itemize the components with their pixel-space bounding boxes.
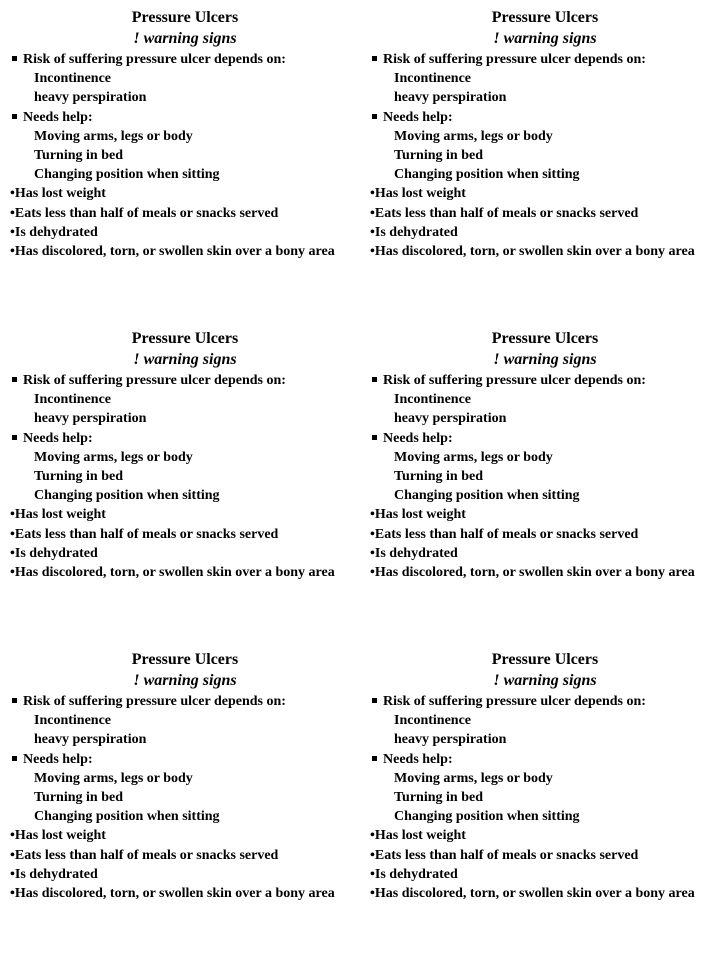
help-item: Moving arms, legs or body (34, 770, 193, 786)
bullet-text: Eats less than half of meals or snacks served (374, 526, 639, 542)
risk-item: heavy perspiration (394, 90, 507, 106)
bullet-item (370, 826, 720, 845)
help-heading-line (370, 108, 720, 127)
bullet-item (370, 242, 720, 261)
card-title: Pressure Ulcers (131, 9, 239, 26)
bullet-item (10, 826, 360, 845)
square-bullet-icon (12, 435, 17, 440)
bullet-item (10, 865, 360, 884)
bullet-text: Has lost weight (14, 186, 106, 202)
risk-item: heavy perspiration (34, 411, 147, 427)
risk-item: heavy perspiration (34, 90, 147, 106)
warning-card (10, 649, 360, 903)
help-heading: Needs help: (23, 751, 93, 767)
square-bullet-icon (12, 56, 17, 61)
card-subtitle: ! warning signs (493, 30, 597, 47)
risk-item: Incontinence (394, 713, 471, 729)
help-item: Turning in bed (34, 148, 123, 164)
help-item: Changing position when sitting (394, 809, 580, 825)
dot-bullet-icon: • (10, 205, 15, 221)
bullet-text: Has lost weight (14, 507, 106, 523)
risk-item: Incontinence (394, 71, 471, 87)
bullet-text: Eats less than half of meals or snacks served (14, 205, 279, 221)
help-item: Moving arms, legs or body (394, 770, 553, 786)
square-bullet-icon (12, 756, 17, 761)
warning-card (10, 7, 360, 261)
help-item: Changing position when sitting (34, 488, 220, 504)
dot-bullet-icon: • (10, 507, 15, 523)
help-heading: Needs help: (23, 430, 93, 446)
risk-item: Incontinence (34, 392, 111, 408)
bullet-item (10, 525, 360, 544)
help-heading: Needs help: (23, 109, 93, 125)
dot-bullet-icon: • (370, 828, 375, 844)
risk-heading: Risk of suffering pressure ulcer depends on: (383, 373, 646, 388)
risk-heading-line (370, 371, 720, 390)
risk-heading-line (10, 692, 360, 711)
help-item: Changing position when sitting (394, 488, 580, 504)
bullet-text: Is dehydrated (14, 545, 98, 561)
bullet-text: Is dehydrated (14, 224, 98, 240)
dot-bullet-icon: • (10, 886, 15, 902)
bullet-item (10, 184, 360, 203)
bullet-item (10, 846, 360, 865)
bullet-text: Has discolored, torn, or swollen skin over a bony area (374, 565, 695, 581)
risk-heading: Risk of suffering pressure ulcer depends on: (23, 52, 286, 67)
help-item: Moving arms, legs or body (394, 128, 553, 144)
risk-heading-line (370, 692, 720, 711)
bullet-item (10, 563, 360, 582)
help-item: Turning in bed (394, 469, 483, 485)
dot-bullet-icon: • (10, 828, 15, 844)
help-heading: Needs help: (383, 430, 453, 446)
bullet-item (10, 223, 360, 242)
square-bullet-icon (372, 377, 377, 382)
dot-bullet-icon: • (370, 526, 375, 542)
help-heading-line (10, 429, 360, 448)
help-item: Turning in bed (394, 148, 483, 164)
bullet-text: Is dehydrated (374, 545, 458, 561)
bullet-text: Has lost weight (14, 828, 106, 844)
card-subtitle: ! warning signs (133, 351, 237, 368)
card-title: Pressure Ulcers (491, 651, 599, 668)
warning-card (370, 328, 720, 582)
dot-bullet-icon: • (370, 565, 375, 581)
risk-item: heavy perspiration (394, 732, 507, 748)
bullet-item (370, 544, 720, 563)
dot-bullet-icon: • (10, 866, 15, 882)
risk-item: Incontinence (34, 713, 111, 729)
dot-bullet-icon: • (10, 186, 15, 202)
dot-bullet-icon: • (370, 244, 375, 260)
bullet-text: Has lost weight (374, 186, 466, 202)
risk-heading: Risk of suffering pressure ulcer depends on: (383, 694, 646, 709)
dot-bullet-icon: • (370, 886, 375, 902)
bullet-text: Has discolored, torn, or swollen skin over a bony area (14, 886, 335, 902)
bullet-item (10, 884, 360, 903)
risk-heading: Risk of suffering pressure ulcer depends on: (23, 373, 286, 388)
bullet-text: Is dehydrated (14, 866, 98, 882)
warning-card (10, 328, 360, 582)
bullet-text: Has lost weight (374, 828, 466, 844)
bullet-text: Is dehydrated (374, 866, 458, 882)
dot-bullet-icon: • (370, 507, 375, 523)
dot-bullet-icon: • (370, 866, 375, 882)
card-title: Pressure Ulcers (491, 9, 599, 26)
bullet-item (370, 204, 720, 223)
help-item: Changing position when sitting (394, 167, 580, 183)
square-bullet-icon (372, 435, 377, 440)
dot-bullet-icon: • (370, 224, 375, 240)
bullet-text: Eats less than half of meals or snacks served (374, 205, 639, 221)
help-item: Turning in bed (34, 469, 123, 485)
square-bullet-icon (372, 56, 377, 61)
help-heading-line (370, 429, 720, 448)
bullet-text: Has discolored, torn, or swollen skin over a bony area (374, 886, 695, 902)
dot-bullet-icon: • (10, 526, 15, 542)
risk-item: Incontinence (34, 71, 111, 87)
help-item: Moving arms, legs or body (34, 449, 193, 465)
bullet-text: Has discolored, torn, or swollen skin over a bony area (374, 244, 695, 260)
risk-item: heavy perspiration (394, 411, 507, 427)
help-item: Moving arms, legs or body (34, 128, 193, 144)
bullet-item (370, 884, 720, 903)
bullet-text: Has discolored, torn, or swollen skin over a bony area (14, 565, 335, 581)
square-bullet-icon (12, 377, 17, 382)
help-item: Turning in bed (34, 790, 123, 806)
help-heading-line (10, 108, 360, 127)
card-subtitle: ! warning signs (133, 672, 237, 689)
card-subtitle: ! warning signs (133, 30, 237, 47)
risk-heading-line (10, 50, 360, 69)
dot-bullet-icon: • (10, 545, 15, 561)
dot-bullet-icon: • (370, 186, 375, 202)
warning-card (370, 649, 720, 903)
bullet-item (370, 563, 720, 582)
card-title: Pressure Ulcers (131, 330, 239, 347)
bullet-text: Has discolored, torn, or swollen skin over a bony area (14, 244, 335, 260)
help-item: Changing position when sitting (34, 809, 220, 825)
bullet-item (370, 865, 720, 884)
bullet-item (370, 223, 720, 242)
bullet-item (370, 184, 720, 203)
bullet-item (10, 242, 360, 261)
risk-item: Incontinence (394, 392, 471, 408)
card-subtitle: ! warning signs (493, 672, 597, 689)
bullet-item (370, 525, 720, 544)
help-item: Turning in bed (394, 790, 483, 806)
square-bullet-icon (372, 114, 377, 119)
risk-heading-line (10, 371, 360, 390)
dot-bullet-icon: • (370, 545, 375, 561)
bullet-text: Eats less than half of meals or snacks served (14, 526, 279, 542)
card-subtitle: ! warning signs (493, 351, 597, 368)
dot-bullet-icon: • (370, 847, 375, 863)
square-bullet-icon (372, 698, 377, 703)
help-item: Changing position when sitting (34, 167, 220, 183)
bullet-text: Is dehydrated (374, 224, 458, 240)
help-heading-line (10, 750, 360, 769)
risk-heading-line (370, 50, 720, 69)
dot-bullet-icon: • (10, 224, 15, 240)
card-title: Pressure Ulcers (131, 651, 239, 668)
dot-bullet-icon: • (370, 205, 375, 221)
bullet-item (370, 505, 720, 524)
bullet-text: Eats less than half of meals or snacks served (374, 847, 639, 863)
risk-heading: Risk of suffering pressure ulcer depends on: (383, 52, 646, 67)
bullet-item (370, 846, 720, 865)
help-item: Moving arms, legs or body (394, 449, 553, 465)
square-bullet-icon (12, 698, 17, 703)
bullet-item (10, 544, 360, 563)
help-heading: Needs help: (383, 751, 453, 767)
dot-bullet-icon: • (10, 244, 15, 260)
dot-bullet-icon: • (10, 565, 15, 581)
square-bullet-icon (12, 114, 17, 119)
risk-item: heavy perspiration (34, 732, 147, 748)
help-heading-line (370, 750, 720, 769)
bullet-item (10, 204, 360, 223)
help-heading: Needs help: (383, 109, 453, 125)
risk-heading: Risk of suffering pressure ulcer depends on: (23, 694, 286, 709)
bullet-text: Has lost weight (374, 507, 466, 523)
dot-bullet-icon: • (10, 847, 15, 863)
bullet-text: Eats less than half of meals or snacks served (14, 847, 279, 863)
bullet-item (10, 505, 360, 524)
card-title: Pressure Ulcers (491, 330, 599, 347)
square-bullet-icon (372, 756, 377, 761)
warning-card (370, 7, 720, 261)
